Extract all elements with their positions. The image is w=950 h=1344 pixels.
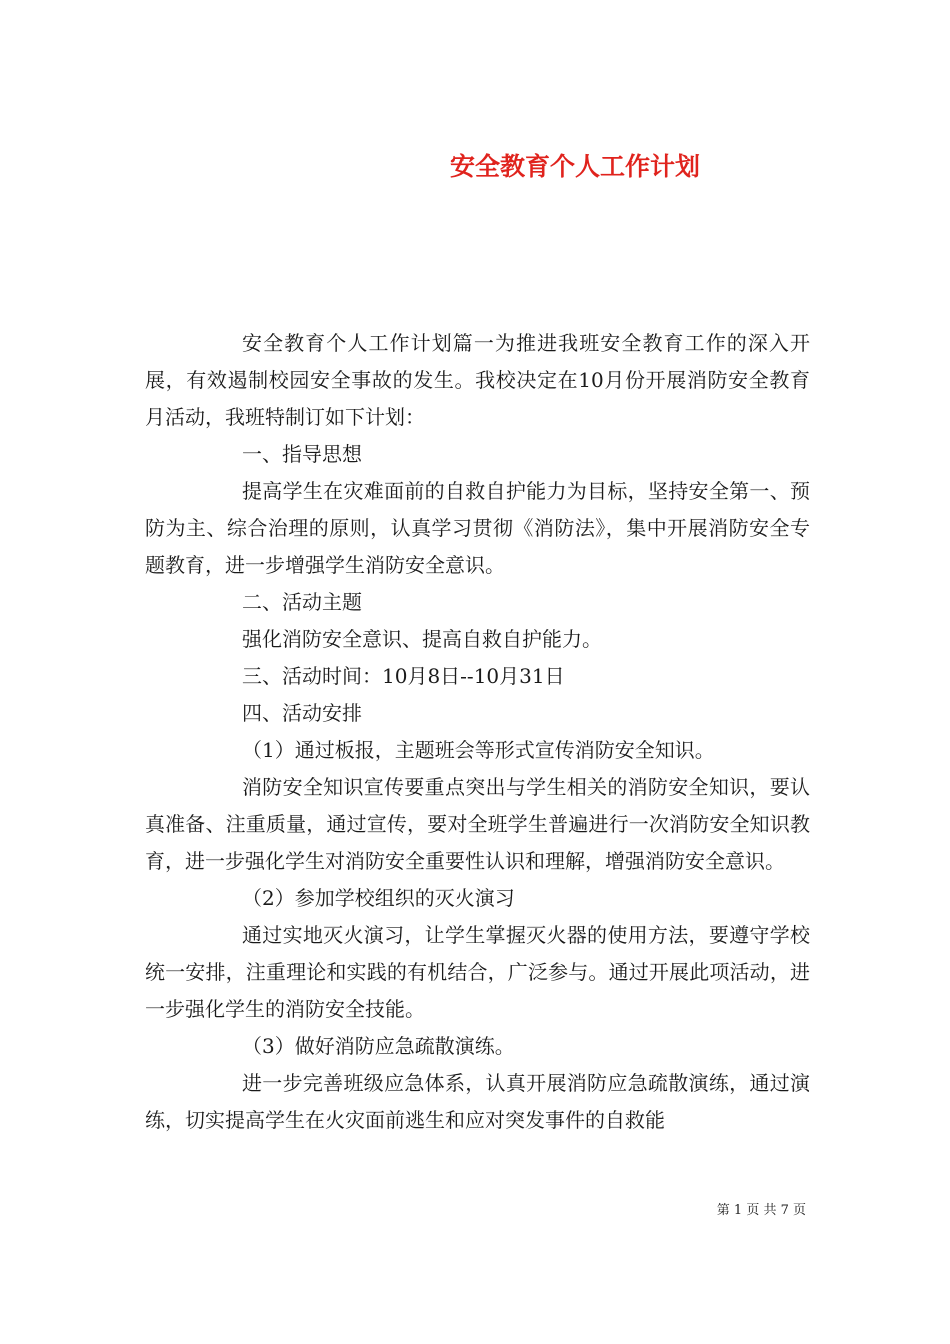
section-heading-theme: 二、活动主题	[242, 590, 362, 614]
page-title: 安全教育个人工作计划	[449, 151, 700, 181]
document-body	[145, 325, 810, 1139]
section-heading-arrangement: 四、活动安排	[242, 701, 362, 725]
paragraph-item-3: 进一步完善班级应急体系，认真开展消防应急疏散演练，通过演练，切实提高学生在火灾面前逃生和应对突发事件的自救能	[145, 1071, 810, 1132]
paragraph-theme: 强化消防安全意识、提高自救自护能力。	[242, 627, 602, 651]
paragraph-item-1: 消防安全知识宣传要重点突出与学生相关的消防安全知识，要认真准备、注重质量，通过宣传，要对全班学生普遍进行一次消防安全知识教育，进一步强化学生对消防安全重要性认识和理解，增强消防安全意识。	[145, 775, 810, 873]
paragraph-guiding-thought: 提高学生在灾难面前的自救自护能力为目标，坚持安全第一、预防为主、综合治理的原则，认真学习贯彻《消防法》，集中开展消防安全专题教育，进一步增强学生消防安全意识。	[145, 479, 810, 577]
page-number: 第 1 页 共 7 页	[716, 1203, 806, 1218]
section-heading-guiding-thought: 一、指导思想	[242, 442, 362, 466]
paragraph-item-2: 通过实地灭火演习，让学生掌握灭火器的使用方法，要遵守学校统一安排，注重理论和实践的有机结合，广泛参与。通过开展此项活动，进一步强化学生的消防安全技能。	[145, 923, 810, 1021]
list-item-1: （1）通过板报，主题班会等形式宣传消防安全知识。	[242, 738, 715, 762]
paragraph-intro: 安全教育个人工作计划篇一为推进我班安全教育工作的深入开展，有效遏制校园安全事故的发生。我校决定在10月份开展消防安全教育月活动，我班特制订如下计划：	[145, 331, 810, 429]
list-item-3: （3）做好消防应急疏散演练。	[242, 1034, 515, 1058]
list-item-2: （2）参加学校组织的灭火演习	[242, 886, 515, 910]
section-heading-time: 三、活动时间：10月8日--10月31日	[242, 664, 565, 688]
